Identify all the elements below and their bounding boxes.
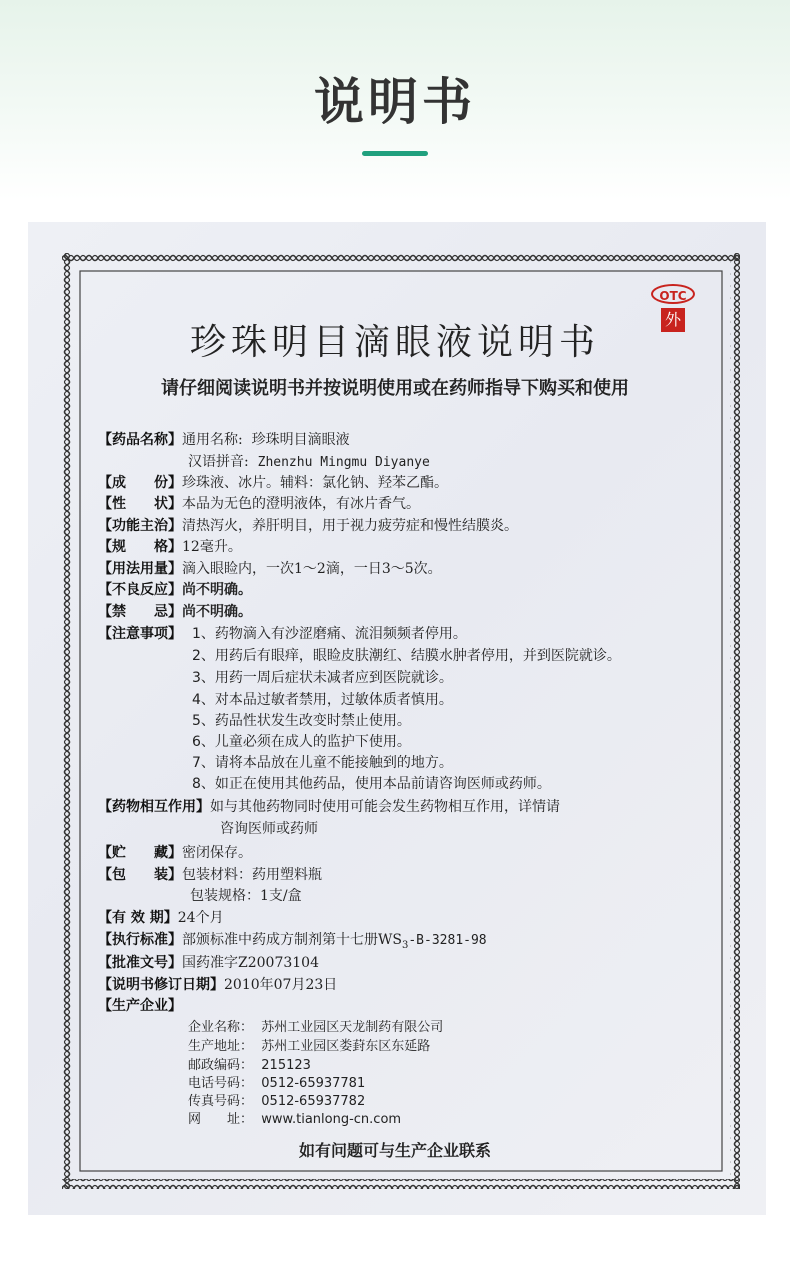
external-use-mark: 外	[661, 308, 685, 332]
spec-section	[98, 537, 242, 557]
manufacturer-row	[188, 1057, 311, 1075]
precautions-section	[98, 624, 182, 644]
contraindications-section	[98, 602, 252, 622]
manufacturer-key: 邮政编码：	[188, 1058, 254, 1073]
usage-warning: 请仔细阅读说明书并按说明使用或在药师指导下购买和使用	[161, 378, 629, 399]
section-label: 【用法用量】	[98, 561, 182, 577]
adverse-value: 尚不明确。	[182, 582, 252, 598]
document-title: 珍珠明目滴眼液说明书	[189, 322, 600, 363]
manufacturer-value: 苏州工业园区娄葑东区东延路	[261, 1039, 431, 1054]
drug-name-section	[98, 430, 350, 450]
section-label: 【成 份】	[98, 475, 182, 491]
precaution-item: 3、用药一周后症状未减者应到医院就诊。	[192, 670, 453, 686]
storage-value: 密闭保存。	[182, 845, 252, 861]
page-title: 说明书	[314, 73, 476, 131]
revision-value: 2010年07月23日	[224, 977, 338, 993]
pinyin-value: Zhenzhu Mingmu Diyanye	[257, 455, 430, 470]
dosage-value: 滴入眼睑内，一次1～2滴，一日3～5次。	[182, 561, 442, 577]
manufacturer-value: 215123	[261, 1058, 311, 1073]
manufacturer-row	[188, 1075, 365, 1093]
approval-value: 国药准字Z20073104	[182, 955, 319, 971]
section-label: 【禁 忌】	[98, 604, 182, 620]
manufacturer-row	[188, 1111, 401, 1129]
approval-section	[98, 953, 319, 973]
precaution-item: 1、药物滴入有沙涩磨痛、流泪频频者停用。	[192, 626, 467, 642]
package-spec: 包装规格：1支/盒	[190, 888, 302, 904]
precaution-item: 6、儿童必须在成人的监护下使用。	[192, 734, 411, 750]
precaution-item: 4、对本品过敏者禁用，过敏体质者慎用。	[192, 692, 453, 708]
section-label: 【执行标准】	[98, 932, 182, 948]
manufacturer-row	[188, 1038, 430, 1056]
section-label: 【有 效 期】	[98, 910, 178, 926]
spec-value: 12毫升。	[182, 539, 242, 555]
section-label: 【性 状】	[98, 496, 182, 512]
ingredients-section	[98, 473, 448, 493]
generic-name-label: 通用名称:	[182, 432, 243, 448]
precaution-item: 2、用药后有眼痒，眼睑皮肤潮红、结膜水肿者停用，并到医院就诊。	[192, 648, 621, 664]
standard-value-post: -B-3281-98	[408, 933, 487, 948]
section-label: 【注意事项】	[98, 626, 182, 642]
precaution-item: 7、请将本品放在儿童不能接触到的地方。	[192, 755, 453, 771]
manufacturer-key: 传真号码：	[188, 1094, 254, 1109]
section-label: 【功能主治】	[98, 518, 182, 534]
adverse-section	[98, 580, 252, 600]
indications-section	[98, 516, 518, 536]
interactions-line2-text: 咨询医师或药师	[220, 821, 318, 837]
manufacturer-row	[188, 1019, 443, 1037]
dosage-section	[98, 559, 442, 579]
section-label: 【批准文号】	[98, 955, 182, 971]
section-label: 【贮 藏】	[98, 845, 182, 861]
section-label: 【包 装】	[98, 867, 182, 883]
package-spec-row	[190, 886, 302, 906]
manufacturer-website: www.tianlong-cn.com	[261, 1112, 402, 1127]
otc-label: OTC	[651, 284, 695, 304]
precaution-item: 8、如正在使用其他药品，使用本品前请咨询医师或药师。	[192, 776, 551, 792]
manufacturer-section	[98, 996, 182, 1016]
section-label: 【规 格】	[98, 539, 182, 555]
contraindications-value: 尚不明确。	[182, 604, 252, 620]
section-label: 【药品名称】	[98, 432, 182, 448]
manufacturer-value: 0512-65937782	[261, 1094, 366, 1109]
section-label: 【生产企业】	[98, 998, 182, 1014]
appearance-section	[98, 494, 420, 514]
section-label: 【药物相互作用】	[98, 799, 210, 815]
pinyin-row	[188, 452, 430, 473]
revision-section	[98, 975, 337, 995]
pinyin-label: 汉语拼音:	[188, 454, 249, 470]
appearance-value: 本品为无色的澄明液体，有冰片香气。	[182, 496, 420, 512]
contact-note: 如有问题可与生产企业联系	[298, 1141, 491, 1160]
section-label: 【不良反应】	[98, 582, 182, 598]
interactions-line2	[220, 819, 318, 839]
validity-value: 24个月	[177, 910, 224, 926]
manufacturer-key: 电话号码：	[188, 1076, 254, 1091]
standard-section	[98, 930, 487, 956]
interactions-line1: 如与其他药物同时使用可能会发生药物相互作用，详情请	[210, 799, 560, 815]
manufacturer-key: 企业名称：	[188, 1020, 254, 1035]
interactions-section	[98, 797, 560, 817]
section-label: 【说明书修订日期】	[98, 977, 224, 993]
package-section	[98, 865, 322, 885]
storage-section	[98, 843, 252, 863]
manufacturer-value: 苏州工业园区天龙制药有限公司	[261, 1020, 444, 1035]
package-material: 包装材料：药用塑料瓶	[182, 867, 322, 883]
validity-section	[98, 908, 224, 928]
indications-value: 清热泻火，养肝明目，用于视力疲劳症和慢性结膜炎。	[182, 518, 518, 534]
standard-value-pre: 部颁标准中药成方制剂第十七册WS	[182, 932, 402, 948]
manufacturer-value: 0512-65937781	[261, 1076, 366, 1091]
manufacturer-row	[188, 1093, 365, 1111]
ingredients-value: 珍珠液、冰片。辅料：氯化钠、羟苯乙酯。	[182, 475, 448, 491]
title-underline	[362, 151, 428, 156]
generic-name-value: 珍珠明目滴眼液	[251, 432, 350, 448]
manufacturer-key: 生产地址：	[188, 1039, 254, 1054]
manufacturer-key: 网 址：	[188, 1112, 254, 1127]
standard-value-sub: 3	[401, 939, 409, 951]
precaution-item: 5、药品性状发生改变时禁止使用。	[192, 713, 411, 729]
